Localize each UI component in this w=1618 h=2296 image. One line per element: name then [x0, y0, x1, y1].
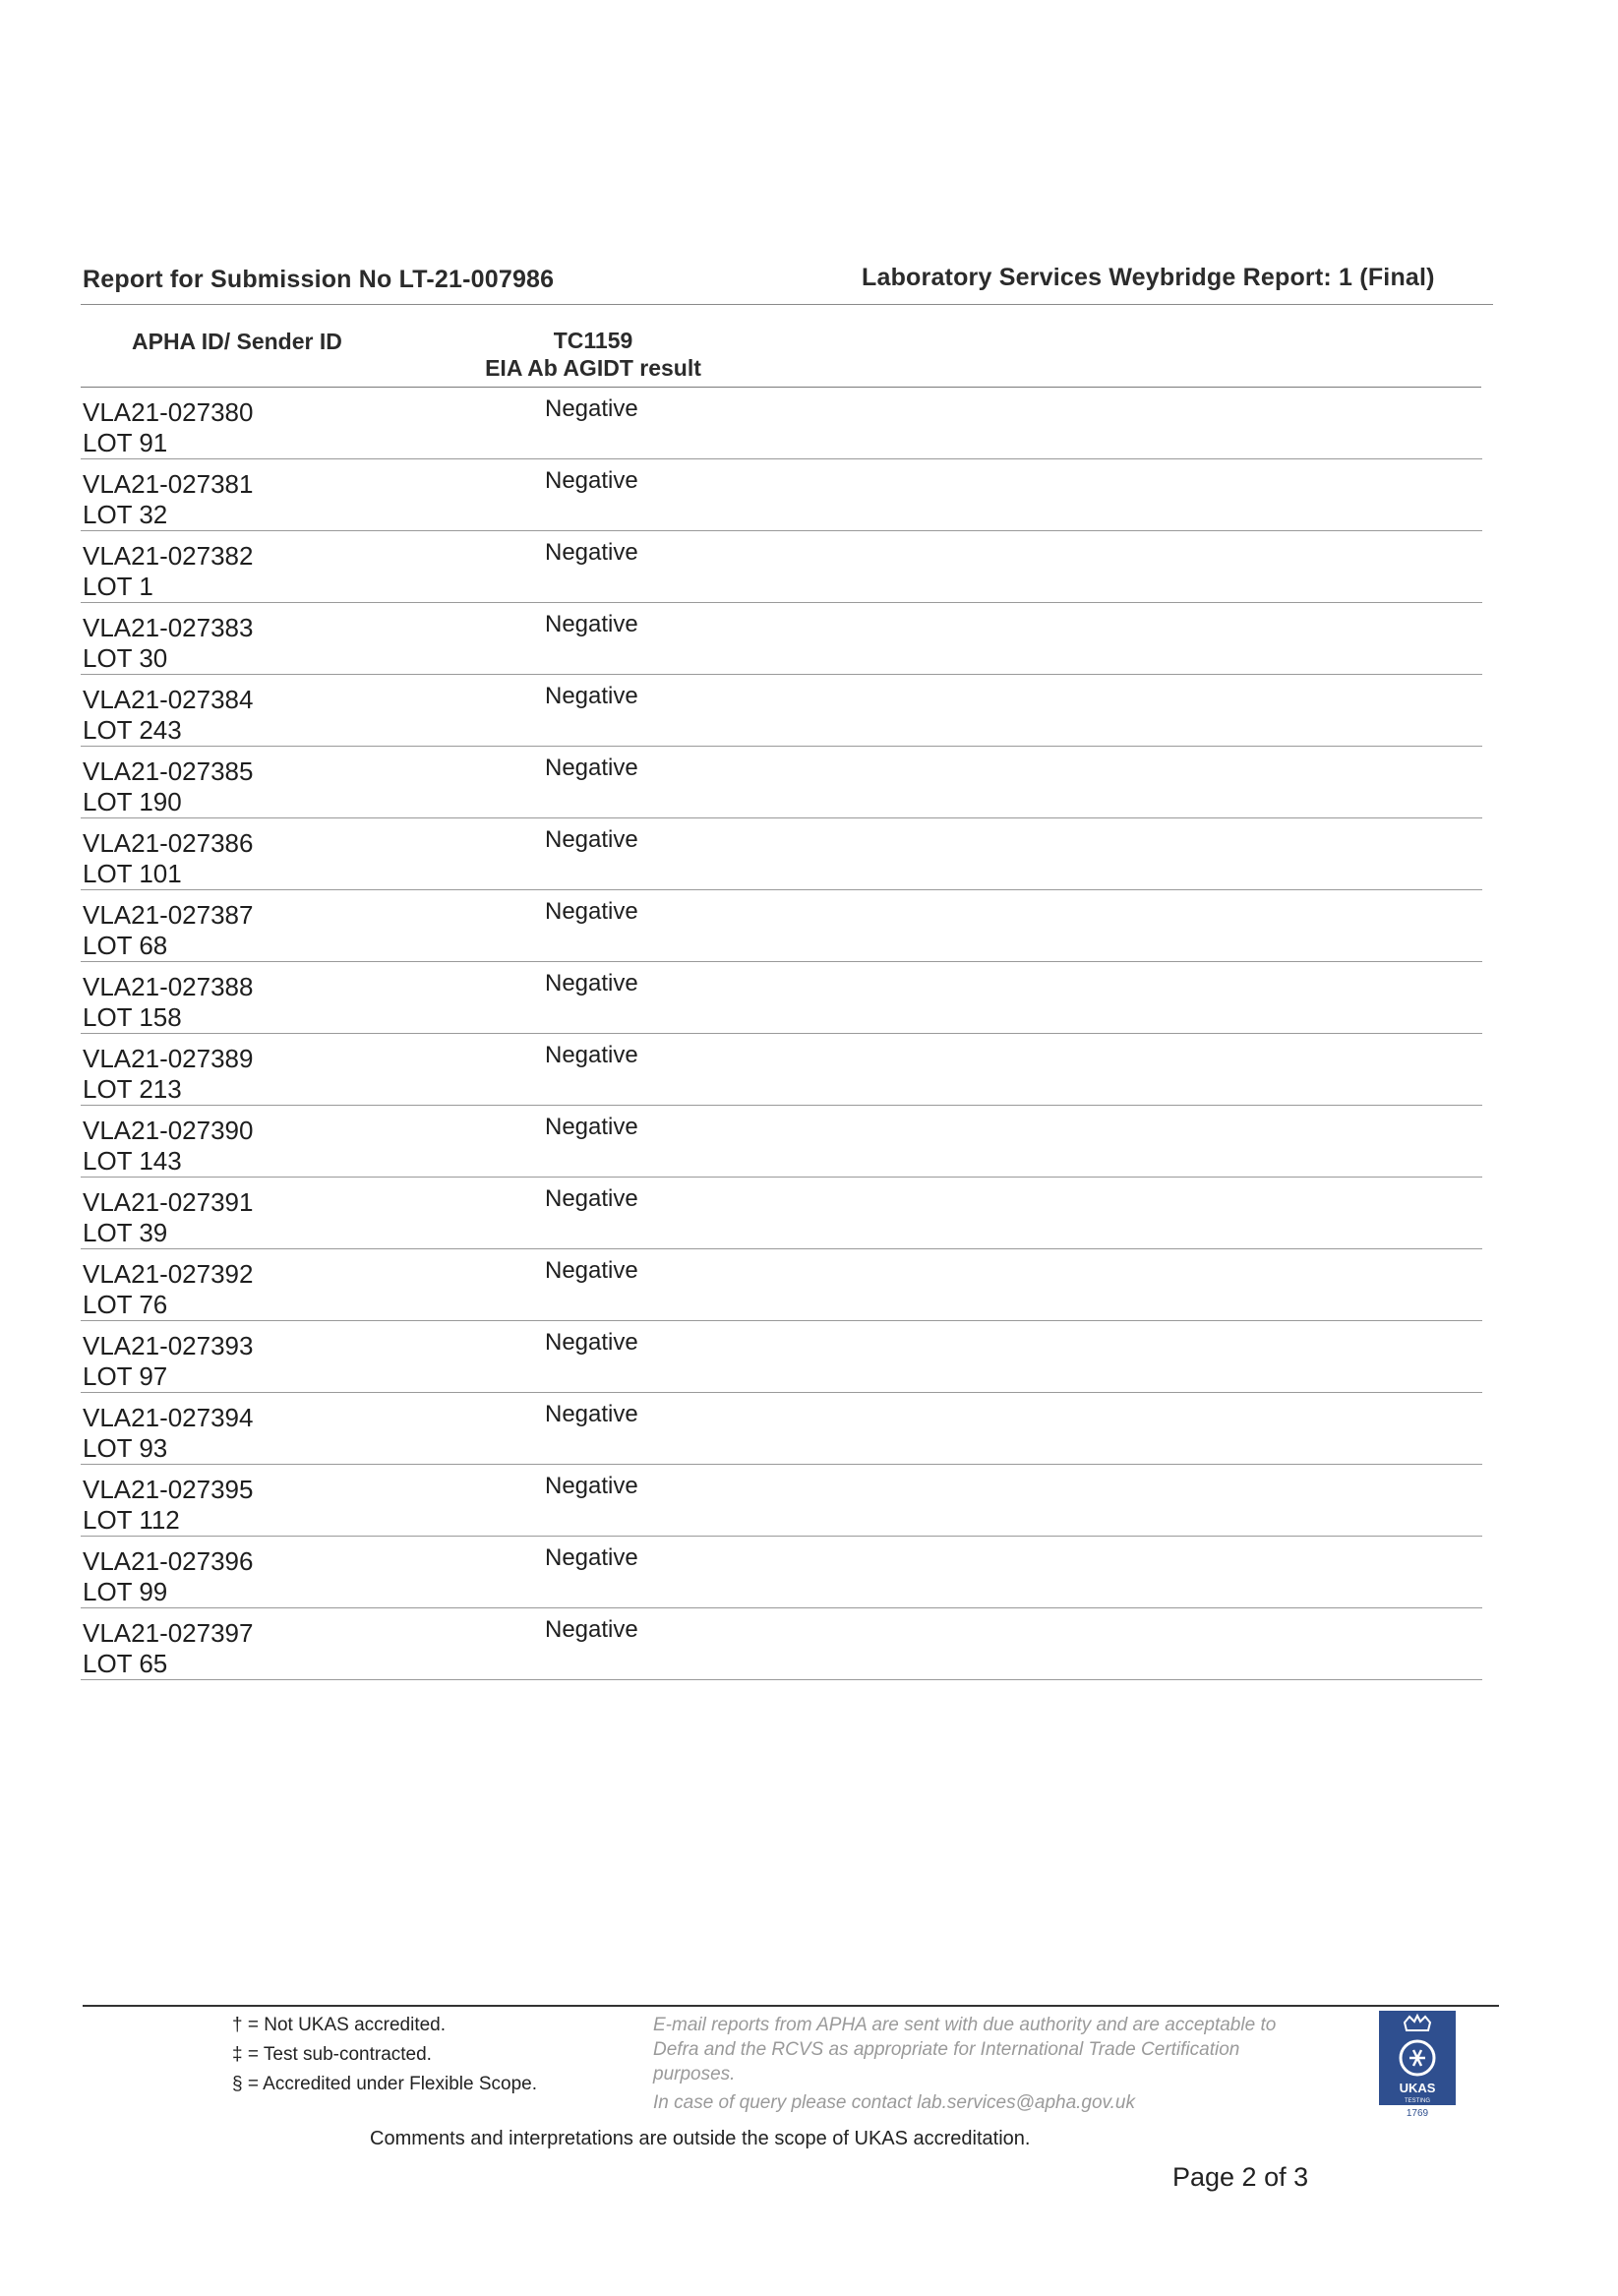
- apha-id: VLA21-027395: [83, 1475, 254, 1504]
- legend-subcontracted: ‡ = Test sub-contracted.: [232, 2044, 432, 2065]
- footnote-legend: [232, 2011, 537, 2099]
- table-row: [0, 1034, 1618, 1106]
- sender-lot: LOT 65: [83, 1649, 168, 1678]
- apha-id: VLA21-027388: [83, 972, 254, 1001]
- table-row: [0, 818, 1618, 890]
- table-row: [0, 388, 1618, 459]
- result-cell: Negative: [545, 1114, 638, 1140]
- apha-id: VLA21-027383: [83, 613, 254, 642]
- page-number: Page 2 of 3: [1172, 2162, 1309, 2192]
- apha-id: VLA21-027384: [83, 685, 254, 714]
- sample-id-cell: [83, 972, 253, 1033]
- column-header-test: [433, 327, 753, 382]
- sender-lot: LOT 158: [83, 1002, 182, 1032]
- apha-id: VLA21-027392: [83, 1259, 254, 1289]
- apha-id: VLA21-027380: [83, 397, 254, 427]
- ukas-logo-subtext: TESTING: [1404, 2098, 1431, 2104]
- result-cell: Negative: [545, 826, 638, 853]
- sample-id-cell: [83, 828, 253, 889]
- sample-id-cell: [83, 1116, 253, 1177]
- submission-title: Report for Submission No LT-21-007986: [83, 266, 555, 293]
- sample-id-cell: [83, 397, 253, 458]
- apha-id: VLA21-027391: [83, 1187, 254, 1217]
- test-code: TC1159: [553, 328, 633, 353]
- apha-id: VLA21-027387: [83, 900, 254, 930]
- sample-id-cell: [83, 613, 253, 674]
- ukas-accreditation-number: 1769: [1406, 2108, 1429, 2119]
- sender-lot: LOT 1: [83, 572, 153, 601]
- email-note: E-mail reports from APHA are sent with due authority and are acceptable to Defra and the RCVS as appropriate for International Trade Certification purposes.: [653, 2015, 1277, 2085]
- result-cell: Negative: [545, 1544, 638, 1571]
- result-cell: Negative: [545, 683, 638, 709]
- table-row: [0, 1321, 1618, 1393]
- sample-id-cell: [83, 469, 253, 530]
- result-cell: Negative: [545, 898, 638, 925]
- table-row: [0, 962, 1618, 1034]
- result-cell: Negative: [545, 1257, 638, 1284]
- table-row: [0, 1393, 1618, 1465]
- header-divider: [81, 304, 1493, 305]
- apha-id: VLA21-027393: [83, 1331, 254, 1360]
- table-row: [0, 603, 1618, 675]
- sender-lot: LOT 112: [83, 1505, 180, 1535]
- result-cell: Negative: [545, 1329, 638, 1356]
- sender-lot: LOT 32: [83, 500, 168, 529]
- apha-id: VLA21-027390: [83, 1116, 254, 1145]
- sample-id-cell: [83, 756, 253, 817]
- table-row: [0, 1537, 1618, 1608]
- sender-lot: LOT 243: [83, 715, 182, 745]
- sample-id-cell: [83, 1259, 253, 1320]
- result-cell: Negative: [545, 1401, 638, 1427]
- result-cell: Negative: [545, 611, 638, 637]
- result-cell: Negative: [545, 1042, 638, 1068]
- table-row: [0, 747, 1618, 818]
- sample-id-cell: [83, 900, 253, 961]
- report-title: Laboratory Services Weybridge Report: 1 (Final): [862, 264, 1435, 291]
- sample-id-cell: [83, 1475, 253, 1536]
- sender-lot: LOT 93: [83, 1433, 168, 1463]
- result-cell: Negative: [545, 1616, 638, 1643]
- query-note: In case of query please contact lab.services@apha.gov.uk: [653, 2092, 1135, 2113]
- table-row: [0, 1178, 1618, 1249]
- sender-lot: LOT 68: [83, 931, 168, 960]
- footer-divider: [83, 2005, 1499, 2007]
- result-cell: Negative: [545, 1473, 638, 1499]
- sample-id-cell: [83, 1618, 253, 1679]
- sender-lot: LOT 91: [83, 428, 168, 457]
- apha-id: VLA21-027382: [83, 541, 254, 571]
- sample-id-cell: [83, 541, 253, 602]
- table-row: [0, 1608, 1618, 1680]
- apha-id: VLA21-027386: [83, 828, 254, 858]
- sender-lot: LOT 76: [83, 1290, 168, 1319]
- apha-id: VLA21-027396: [83, 1546, 254, 1576]
- sender-lot: LOT 39: [83, 1218, 168, 1247]
- result-cell: Negative: [545, 755, 638, 781]
- ukas-logo-text: UKAS: [1399, 2081, 1436, 2095]
- column-header-id: APHA ID/ Sender ID: [132, 329, 342, 354]
- sender-lot: LOT 143: [83, 1146, 182, 1176]
- apha-id: VLA21-027394: [83, 1403, 254, 1432]
- row-divider: [81, 1679, 1482, 1680]
- sender-lot: LOT 30: [83, 643, 168, 673]
- sample-id-cell: [83, 685, 253, 746]
- table-row: [0, 531, 1618, 603]
- table-row: [0, 890, 1618, 962]
- table-row: [0, 1465, 1618, 1537]
- sender-lot: LOT 97: [83, 1361, 168, 1391]
- result-cell: Negative: [545, 1185, 638, 1212]
- ukas-comments: Comments and interpretations are outside the scope of UKAS accreditation.: [370, 2128, 1031, 2149]
- sample-id-cell: [83, 1546, 253, 1607]
- result-cell: Negative: [545, 395, 638, 422]
- sender-lot: LOT 101: [83, 859, 182, 888]
- apha-id: VLA21-027381: [83, 469, 254, 499]
- apha-id: VLA21-027397: [83, 1618, 254, 1648]
- legend-flexible-scope: § = Accredited under Flexible Scope.: [232, 2074, 537, 2094]
- result-cell: Negative: [545, 539, 638, 566]
- table-row: [0, 1106, 1618, 1178]
- sender-lot: LOT 99: [83, 1577, 168, 1606]
- table-row: [0, 459, 1618, 531]
- sample-id-cell: [83, 1331, 253, 1392]
- ukas-logo: [1379, 2011, 1456, 2119]
- legend-not-accredited: † = Not UKAS accredited.: [232, 2015, 447, 2035]
- test-name: EIA Ab AGIDT result: [485, 355, 701, 381]
- sample-id-cell: [83, 1187, 253, 1248]
- sender-lot: LOT 190: [83, 787, 182, 816]
- apha-id: VLA21-027389: [83, 1044, 254, 1073]
- result-cell: Negative: [545, 970, 638, 997]
- sample-id-cell: [83, 1403, 253, 1464]
- results-table: [0, 388, 1618, 1680]
- apha-id: VLA21-027385: [83, 756, 254, 786]
- result-cell: Negative: [545, 467, 638, 494]
- sender-lot: LOT 213: [83, 1074, 182, 1104]
- table-row: [0, 675, 1618, 747]
- table-row: [0, 1249, 1618, 1321]
- sample-id-cell: [83, 1044, 253, 1105]
